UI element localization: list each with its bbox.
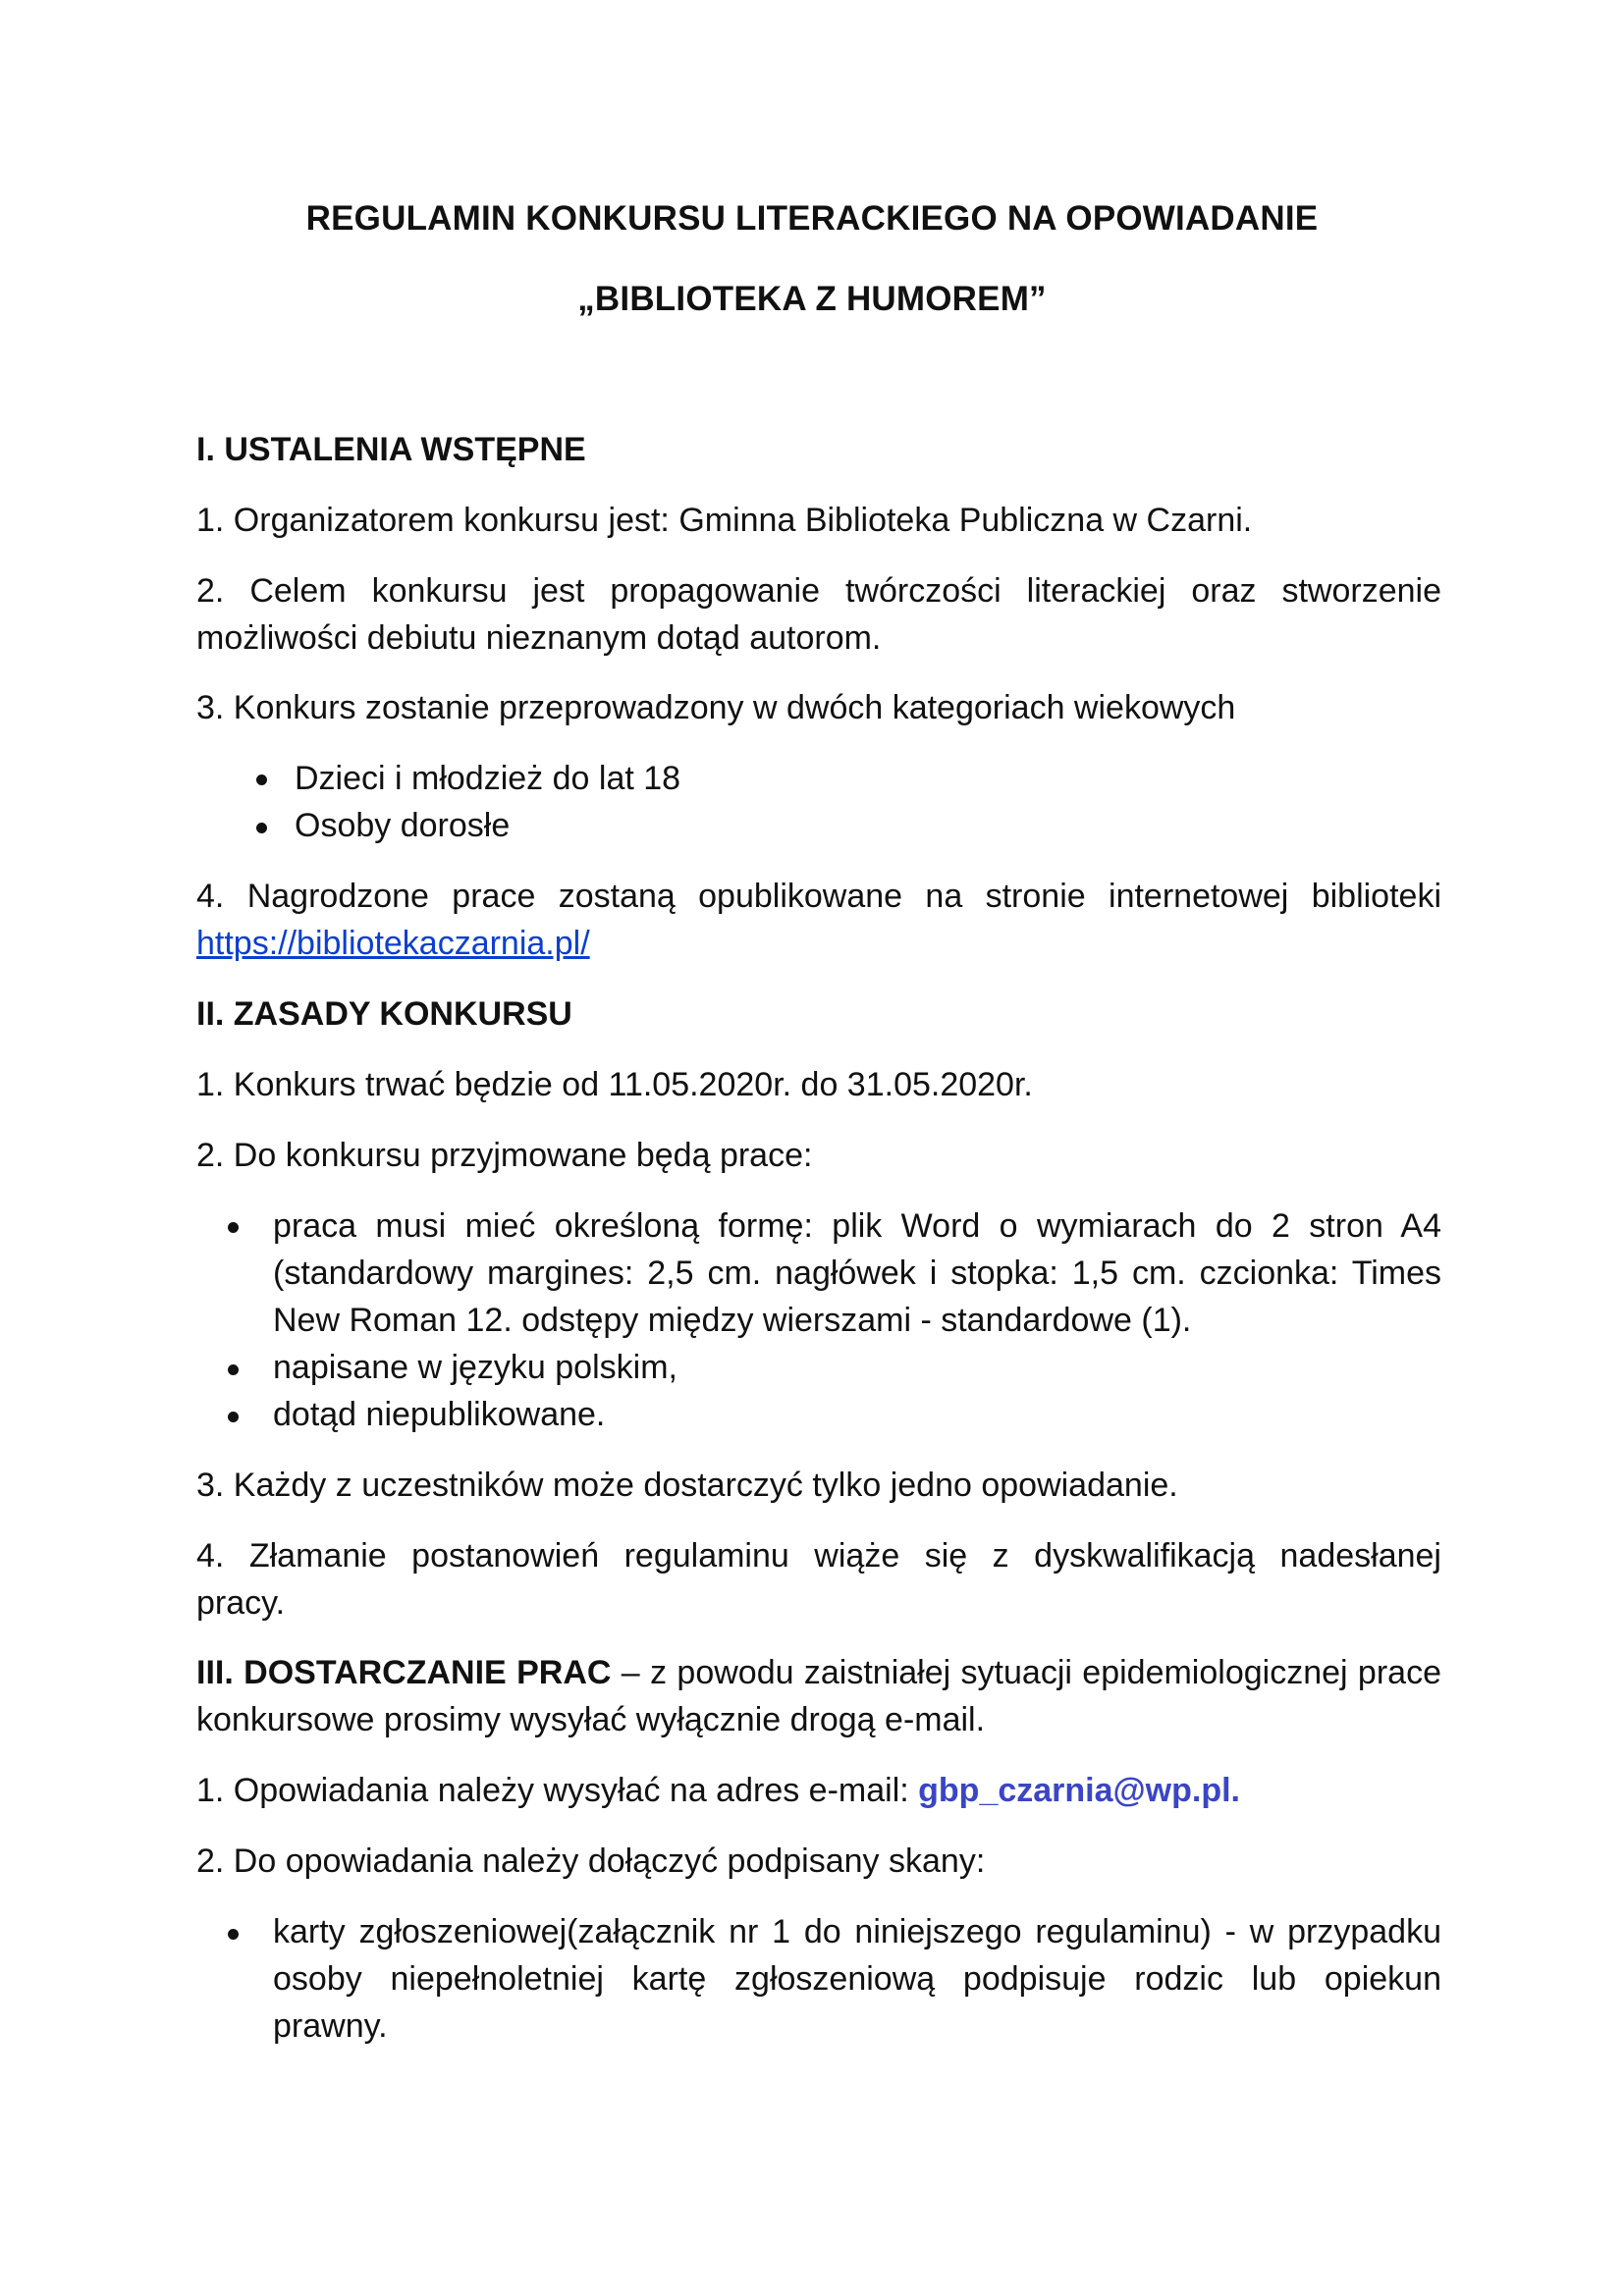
section1-paragraph2-line1: 2. Celem konkursu jest propagowanie twórczości literackiej oraz stworzenie xyxy=(196,572,1441,610)
section2-paragraph4-line1: 4. Złamanie postanowień regulaminu wiąże się z dyskwalifikacją nadesłanej xyxy=(196,1537,1441,1575)
section3-heading: III. DOSTARCZANIE PRAC xyxy=(196,1654,612,1691)
section3-paragraph1-text: 1. Opowiadania należy wysyłać na adres e-mail: xyxy=(196,1772,919,1809)
bullet-icon xyxy=(228,1412,239,1422)
section3-bullet1-line1: karty zgłoszeniowej(załącznik nr 1 do niniejszego regulaminu) - w przypadku xyxy=(273,1913,1441,1950)
section1-heading: I. USTALENIA WSTĘPNE xyxy=(196,431,586,468)
section2-paragraph2: 2. Do konkursu przyjmowane będą prace: xyxy=(196,1137,813,1174)
section2-bullet1-line3: New Roman 12. odstępy między wierszami - standardowe (1). xyxy=(273,1302,1192,1339)
library-website-link[interactable]: https://bibliotekaczarnia.pl/ xyxy=(196,925,590,962)
section1-paragraph2-line2: możliwości debiutu nieznanym dotąd autorom. xyxy=(196,619,882,657)
document-title-line1: REGULAMIN KONKURSU LITERACKIEGO NA OPOWIADANIE xyxy=(305,199,1319,238)
section1-bullet-item: Dzieci i młodzież do lat 18 xyxy=(295,760,681,797)
section2-paragraph4-line2: pracy. xyxy=(196,1584,286,1622)
section1-paragraph4-line1: 4. Nagrodzone prace zostaną opublikowane na stronie internetowej biblioteki xyxy=(196,878,1441,915)
section1-paragraph1: 1. Organizatorem konkursu jest: Gminna Biblioteka Publiczna w Czarni. xyxy=(196,502,1253,539)
section3-bullet1-line3: prawny. xyxy=(273,2007,388,2045)
section2-paragraph3: 3. Każdy z uczestników może dostarczyć tylko jedno opowiadanie. xyxy=(196,1467,1178,1504)
section1-paragraph4-line2 xyxy=(196,920,1441,967)
section2-heading: II. ZASADY KONKURSU xyxy=(196,995,572,1033)
bullet-icon xyxy=(228,1364,239,1375)
document-title-line2: „BIBLIOTEKA Z HUMOREM” xyxy=(577,280,1047,318)
section3-heading-rest: – z powodu zaistniałej sytuacji epidemiologicznej prace xyxy=(611,1654,1441,1691)
bullet-icon xyxy=(256,823,267,833)
document-body xyxy=(196,0,1441,2296)
section3-bullet1-line2: osoby niepełnoletniej kartę zgłoszeniową podpisuje rodzic lub opiekun xyxy=(273,1960,1441,1998)
section2-bullet1-line2: (standardowy margines: 2,5 cm. nagłówek i stopka: 1,5 cm. czcionka: Times xyxy=(273,1255,1441,1292)
bullet-icon xyxy=(228,1222,239,1233)
section2-bullet1-line1: praca musi mieć określoną formę: plik Word o wymiarach do 2 stron A4 xyxy=(273,1207,1441,1245)
section1-bullet-item: Osoby dorosłe xyxy=(295,807,511,844)
section2-paragraph1: 1. Konkurs trwać będzie od 11.05.2020r. do 31.05.2020r. xyxy=(196,1066,1033,1103)
bullet-icon xyxy=(256,774,267,785)
section3-heading-line xyxy=(196,1649,1441,1696)
section3-paragraph2: 2. Do opowiadania należy dołączyć podpisany skany: xyxy=(196,1842,986,1880)
section1-paragraph3: 3. Konkurs zostanie przeprowadzony w dwóch kategoriach wiekowych xyxy=(196,689,1236,726)
section2-bullet3: dotąd niepublikowane. xyxy=(273,1396,606,1433)
section3-line2: konkursowe prosimy wysyłać wyłącznie drogą e-mail. xyxy=(196,1701,986,1738)
section3-paragraph1 xyxy=(196,1767,1441,1814)
contact-email[interactable]: gbp_czarnia@wp.pl. xyxy=(918,1772,1241,1809)
bullet-icon xyxy=(228,1929,239,1940)
section2-bullet2: napisane w języku polskim, xyxy=(273,1349,677,1386)
